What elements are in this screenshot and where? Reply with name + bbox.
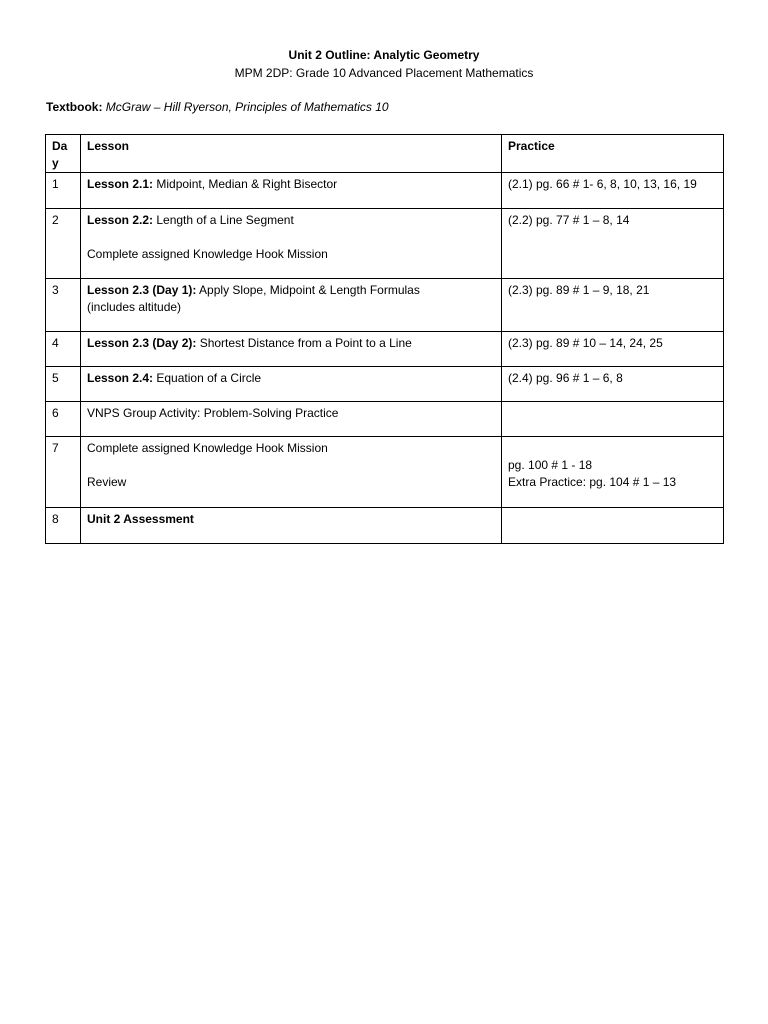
lesson-description: Equation of a Circle: [153, 371, 262, 385]
practice-cell: (2.1) pg. 66 # 1- 6, 8, 10, 13, 16, 19: [502, 173, 724, 209]
table-row: [46, 402, 724, 437]
practice-line2: Extra Practice: pg. 104 # 1 – 13: [508, 475, 677, 489]
table-row: [46, 367, 724, 402]
day-cell: 1: [46, 173, 81, 209]
lesson-cell: [81, 332, 502, 367]
lesson-extra: Review: [87, 475, 127, 489]
lesson-cell: [81, 279, 502, 332]
lesson-extra: Complete assigned Knowledge Hook Mission: [87, 247, 328, 261]
table-row: [46, 209, 724, 279]
practice-cell: [502, 402, 724, 437]
textbook-label: Textbook:: [46, 100, 103, 114]
lesson-description: Midpoint, Median & Right Bisector: [153, 177, 338, 191]
textbook-line: [46, 99, 389, 115]
lesson-description-line2: (includes altitude): [87, 300, 182, 314]
day-cell: 4: [46, 332, 81, 367]
lesson-title: Unit 2 Assessment: [81, 508, 502, 544]
table-row: [46, 173, 724, 209]
lesson-description: Shortest Distance from a Point to a Line: [196, 336, 412, 350]
practice-cell: (2.3) pg. 89 # 1 – 9, 18, 21: [502, 279, 724, 332]
day-cell: 2: [46, 209, 81, 279]
course-subtitle: MPM 2DP: Grade 10 Advanced Placement Mathematics: [234, 66, 534, 80]
table-row: [46, 279, 724, 332]
header-day: [46, 135, 81, 173]
practice-cell: [502, 508, 724, 544]
unit-outline-table: [45, 134, 724, 544]
day-cell: 3: [46, 279, 81, 332]
lesson-cell: [81, 209, 502, 279]
lesson-cell: [81, 437, 502, 508]
lesson-description: Length of a Line Segment: [153, 213, 294, 227]
practice-cell: (2.4) pg. 96 # 1 – 6, 8: [502, 367, 724, 402]
lesson-title: Lesson 2.1:: [87, 177, 154, 191]
table-header-row: [46, 135, 724, 173]
lesson-title: Lesson 2.3 (Day 1):: [87, 283, 197, 297]
practice-cell: [502, 437, 724, 508]
table-row: [46, 508, 724, 544]
table-row: [46, 332, 724, 367]
document-title: Unit 2 Outline: Analytic Geometry: [288, 48, 480, 62]
lesson-title: Lesson 2.4:: [87, 371, 154, 385]
practice-line1: pg. 100 # 1 - 18: [508, 458, 593, 472]
day-cell: 7: [46, 437, 81, 508]
table-row: [46, 437, 724, 508]
lesson-cell: [81, 173, 502, 209]
lesson-title: Lesson 2.3 (Day 2):: [87, 336, 197, 350]
textbook-title: McGraw – Hill Ryerson, Principles of Mathematics 10: [105, 100, 389, 114]
header-day-line2: y: [52, 156, 59, 170]
practice-cell: (2.2) pg. 77 # 1 – 8, 14: [502, 209, 724, 279]
lesson-cell: [81, 367, 502, 402]
day-cell: 5: [46, 367, 81, 402]
lesson-description: Apply Slope, Midpoint & Length Formulas: [196, 283, 420, 297]
header-practice: Practice: [502, 135, 724, 173]
day-cell: 8: [46, 508, 81, 544]
lesson-cell: VNPS Group Activity: Problem-Solving Practice: [81, 402, 502, 437]
lesson-title: Lesson 2.2:: [87, 213, 154, 227]
header-day-line1: Da: [52, 139, 68, 153]
practice-cell: (2.3) pg. 89 # 10 – 14, 24, 25: [502, 332, 724, 367]
day-cell: 6: [46, 402, 81, 437]
lesson-description: Complete assigned Knowledge Hook Mission: [87, 441, 328, 455]
header-lesson: Lesson: [81, 135, 502, 173]
